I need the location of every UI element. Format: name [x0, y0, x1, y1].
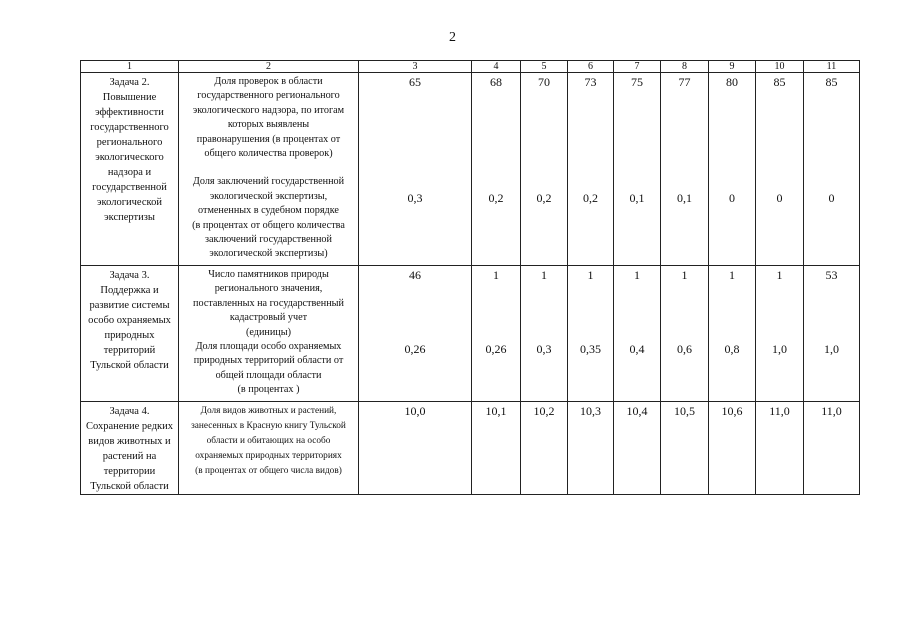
- value: 11,0: [821, 404, 842, 418]
- value: 1: [493, 268, 499, 282]
- task-line: регионального: [96, 137, 163, 148]
- table-row: [81, 402, 860, 495]
- value-cell: [521, 402, 568, 495]
- value: 1: [541, 268, 547, 282]
- indicator-text: Доля видов животных и растений, занесенных в Красную книгу Тульской области и обитающих на особо охраняемых природных территориях (в процентах от общего числа видов): [191, 406, 346, 476]
- value: 10,6: [721, 404, 743, 418]
- value-cell: [661, 73, 709, 266]
- value-cell: [568, 266, 614, 402]
- value: 1,0: [772, 342, 787, 356]
- task-cell: [81, 266, 179, 402]
- header-cell: 5: [521, 61, 568, 73]
- task-line: Поддержка и: [100, 285, 159, 296]
- indicators-table: [80, 60, 860, 495]
- value-cell: [709, 402, 756, 495]
- task-line: экологической: [97, 197, 162, 208]
- value: 0,2: [488, 191, 504, 205]
- indicator-cell: [179, 402, 359, 495]
- task-line: Повышение: [102, 92, 157, 103]
- value-cell: [359, 73, 472, 266]
- task-line: особо охраняемых: [88, 315, 171, 326]
- value-cell: [568, 402, 614, 495]
- task-line: экспертизы: [104, 212, 155, 223]
- indicator-cell: [179, 266, 359, 402]
- task-line: территории: [103, 466, 156, 477]
- value: 11,0: [769, 404, 790, 418]
- indicator-text: Доля проверок в области государственного регионального экологического надзора, по итогам которых выявлены правонарушения (в процентах от общего количества проверок): [192, 76, 345, 160]
- value: 0,26: [404, 342, 426, 356]
- task-line: Задача 4.: [109, 406, 150, 417]
- value: 80: [726, 75, 738, 89]
- value: 70: [538, 75, 550, 89]
- value: 10,5: [674, 404, 695, 418]
- header-cell: 7: [614, 61, 661, 73]
- value-cell: [472, 266, 521, 402]
- value-cell: [472, 402, 521, 495]
- page-number: 2: [449, 30, 456, 45]
- value-cell: [756, 73, 804, 266]
- value: 10,0: [404, 404, 426, 418]
- value: 85: [825, 75, 838, 89]
- value: 77: [678, 75, 691, 89]
- value-cell: [661, 266, 709, 402]
- value: 0: [729, 191, 735, 205]
- value: 0,2: [536, 191, 552, 205]
- task-line: растений на: [102, 451, 157, 462]
- value-cell: [614, 266, 661, 402]
- value: 0: [828, 191, 835, 205]
- header-cell: 2: [179, 61, 359, 73]
- value-cell: [804, 266, 860, 402]
- value: 10,2: [533, 404, 555, 418]
- value-cell: [568, 73, 614, 266]
- header-row: [81, 61, 860, 73]
- task-line: эффективности: [95, 107, 164, 118]
- header-cell: 1: [81, 61, 179, 73]
- task-line: развитие системы: [89, 300, 170, 311]
- value: 0,1: [629, 191, 645, 205]
- value: 10,3: [580, 404, 601, 418]
- value: 53: [825, 268, 838, 282]
- value: 0,1: [677, 191, 692, 205]
- value: 0,6: [677, 342, 692, 356]
- header-cell: 8: [661, 61, 709, 73]
- value: 0,2: [583, 191, 598, 205]
- header-cell: 4: [472, 61, 521, 73]
- value-cell: [804, 402, 860, 495]
- table-row: [81, 73, 860, 266]
- value: 75: [631, 75, 643, 89]
- header-cell: 10: [756, 61, 804, 73]
- value-cell: [756, 266, 804, 402]
- task-line: Задача 2.: [109, 77, 150, 88]
- header-cell: 6: [568, 61, 614, 73]
- value: 1: [587, 268, 594, 282]
- value: 1: [729, 268, 735, 282]
- task-cell: [81, 73, 179, 266]
- value: 0,3: [407, 191, 423, 205]
- value: 10,4: [626, 404, 648, 418]
- value: 0,8: [724, 342, 740, 356]
- value: 1: [681, 268, 688, 282]
- value: 1,0: [824, 342, 839, 356]
- task-line: Задача 3.: [109, 270, 150, 281]
- task-line: территорий: [103, 345, 156, 356]
- value-cell: [614, 402, 661, 495]
- task-line: экологического: [95, 152, 164, 163]
- value: 0,35: [580, 342, 601, 356]
- value: 65: [409, 75, 421, 89]
- indicator-text: Доля площади особо охраняемых природных территорий области от общей площади области (в процентах ): [193, 341, 344, 396]
- task-line: надзора и: [107, 167, 152, 178]
- indicator-cell: [179, 73, 359, 266]
- value: 46: [409, 268, 421, 282]
- task-line: Тульской области: [90, 360, 169, 371]
- value-cell: [359, 402, 472, 495]
- task-line: Тульской области: [90, 481, 169, 492]
- value-cell: [709, 266, 756, 402]
- value-cell: [804, 73, 860, 266]
- indicator-text: Доля заключений государственной экологической экспертизы, отмененных в судебном порядке (в процентах от общего количества заключений государственной экологической экспертизы): [192, 176, 345, 260]
- indicator-text: Число памятников природы регионального значения, поставленных на государственный кадастровый учет (единицы): [193, 269, 344, 338]
- value-cell: [614, 73, 661, 266]
- value-cell: [359, 266, 472, 402]
- task-cell: [81, 402, 179, 495]
- header-cell: 3: [359, 61, 472, 73]
- value: 10,1: [485, 404, 507, 418]
- value: 68: [490, 75, 502, 89]
- value: 85: [773, 75, 786, 89]
- value-cell: [661, 402, 709, 495]
- value: 0,4: [629, 342, 645, 356]
- task-line: государственного: [90, 122, 169, 133]
- task-line: государственной: [92, 182, 167, 193]
- value: 0: [776, 191, 783, 205]
- value-cell: [756, 402, 804, 495]
- value-cell: [472, 73, 521, 266]
- table-row: [81, 266, 860, 402]
- task-line: видов животных и: [88, 436, 171, 447]
- header-cell: 9: [709, 61, 756, 73]
- value: 1: [634, 268, 640, 282]
- value-cell: [709, 73, 756, 266]
- value: 0,26: [485, 342, 507, 356]
- value-cell: [521, 73, 568, 266]
- value: 1: [776, 268, 783, 282]
- header-cell: 11: [804, 61, 860, 73]
- value: 0,3: [536, 342, 552, 356]
- task-line: Сохранение редких: [85, 421, 174, 432]
- task-line: природных: [104, 330, 155, 341]
- value-cell: [521, 266, 568, 402]
- value: 73: [584, 75, 597, 89]
